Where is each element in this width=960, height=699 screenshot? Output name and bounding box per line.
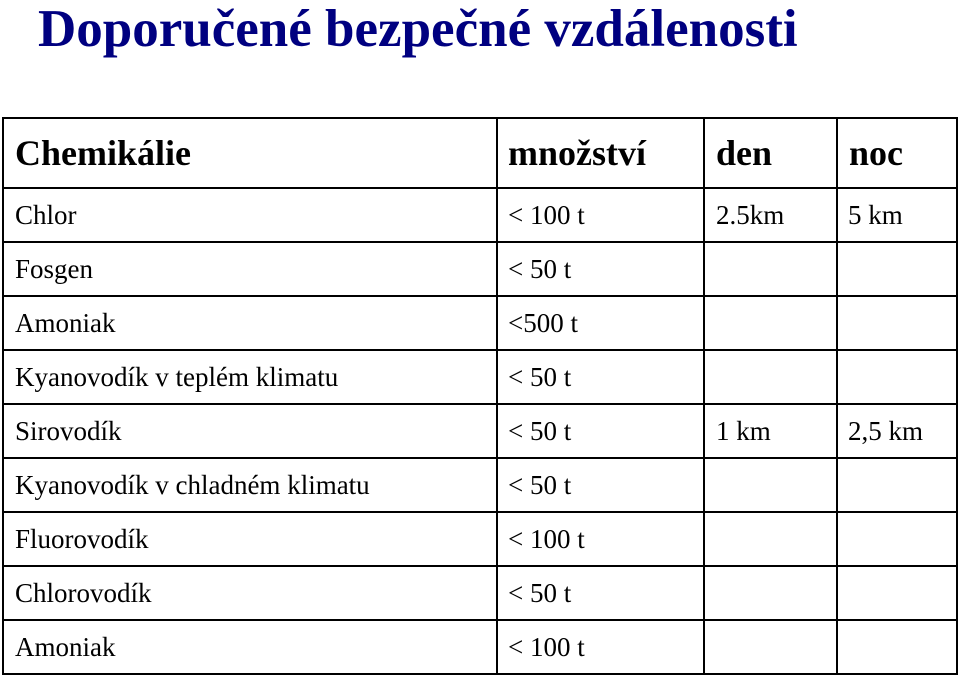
- cell-quantity: < 50 t: [497, 404, 704, 458]
- cell-quantity: < 50 t: [497, 566, 704, 620]
- table-header-row: [3, 118, 957, 188]
- cell-quantity: <500 t: [497, 296, 704, 350]
- cell-day: 2.5km: [704, 188, 837, 242]
- table-row: [3, 620, 957, 674]
- table-row: [3, 566, 957, 620]
- cell-quantity: < 100 t: [497, 188, 704, 242]
- cell-night: 2,5 km: [837, 404, 957, 458]
- cell-night: [837, 566, 957, 620]
- cell-chemical: Amoniak: [3, 296, 497, 350]
- cell-night: [837, 458, 957, 512]
- cell-chemical: Chlor: [3, 188, 497, 242]
- cell-day: [704, 350, 837, 404]
- header-chemical: Chemikálie: [3, 118, 497, 188]
- table-row: [3, 296, 957, 350]
- table-row: [3, 350, 957, 404]
- cell-chemical: Fosgen: [3, 242, 497, 296]
- cell-chemical: Kyanovodík v chladném klimatu: [3, 458, 497, 512]
- cell-quantity: < 50 t: [497, 242, 704, 296]
- cell-night: [837, 350, 957, 404]
- cell-quantity: < 100 t: [497, 512, 704, 566]
- table-row: [3, 404, 957, 458]
- cell-night: [837, 242, 957, 296]
- cell-night: [837, 512, 957, 566]
- cell-night: 5 km: [837, 188, 957, 242]
- table-row: [3, 242, 957, 296]
- table-row: [3, 512, 957, 566]
- cell-chemical: Amoniak: [3, 620, 497, 674]
- cell-day: [704, 512, 837, 566]
- header-day: den: [704, 118, 837, 188]
- cell-day: [704, 296, 837, 350]
- cell-day: [704, 458, 837, 512]
- cell-chemical: Fluorovodík: [3, 512, 497, 566]
- cell-day: [704, 242, 837, 296]
- page-title: Doporučené bezpečné vzdálenosti: [38, 0, 798, 58]
- cell-night: [837, 620, 957, 674]
- header-quantity: množství: [497, 118, 704, 188]
- table-row: [3, 188, 957, 242]
- header-night: noc: [837, 118, 957, 188]
- cell-day: [704, 620, 837, 674]
- cell-day: [704, 566, 837, 620]
- cell-chemical: Sirovodík: [3, 404, 497, 458]
- cell-chemical: Kyanovodík v teplém klimatu: [3, 350, 497, 404]
- table-row: [3, 458, 957, 512]
- cell-quantity: < 100 t: [497, 620, 704, 674]
- cell-day: 1 km: [704, 404, 837, 458]
- safe-distance-table: [2, 117, 958, 675]
- cell-chemical: Chlorovodík: [3, 566, 497, 620]
- cell-quantity: < 50 t: [497, 458, 704, 512]
- cell-night: [837, 296, 957, 350]
- cell-quantity: < 50 t: [497, 350, 704, 404]
